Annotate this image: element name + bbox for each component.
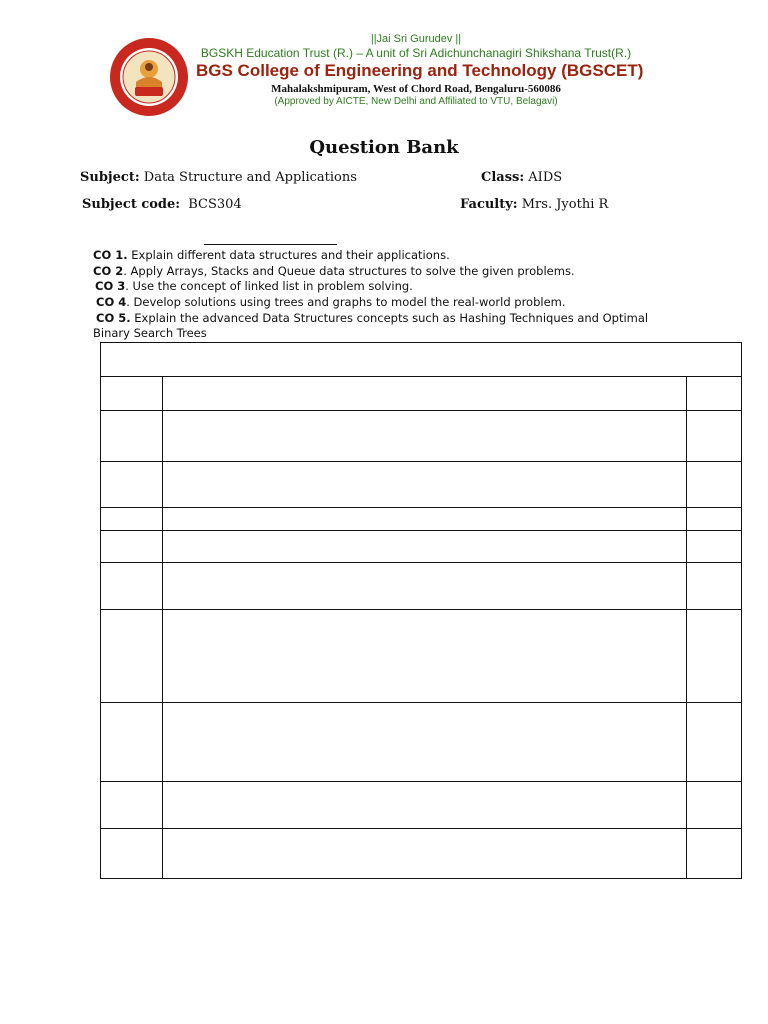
faculty-value: Mrs. Jyothi R — [521, 197, 609, 212]
course-outcome — [96, 311, 648, 325]
table-row-divider — [100, 461, 742, 462]
course-outcome — [93, 264, 575, 278]
table-row-divider — [100, 507, 742, 508]
question-table — [100, 342, 742, 879]
subject-label: Subject: — [80, 170, 140, 185]
course-outcome-id: CO 2 — [93, 264, 124, 278]
trust-name: BGSKH Education Trust (R.) – A unit of Sri Adichunchanagiri Shikshana Trust(R.) — [200, 46, 632, 60]
course-outcome — [93, 248, 450, 262]
college-address: Mahalakshmipuram, West of Chord Road, Bengaluru-560086 — [271, 83, 561, 95]
approval-note: (Approved by AICTE, New Delhi and Affiliated to VTU, Belagavi) — [274, 96, 558, 107]
course-outcome — [96, 295, 566, 309]
table-row-divider — [100, 828, 742, 829]
table-row-divider — [100, 562, 742, 563]
page-title: Question Bank — [309, 137, 459, 158]
trust-motto: ||Jai Sri Gurudev || — [370, 33, 462, 45]
divider-rule — [204, 244, 337, 245]
course-outcome-id: CO 1. — [93, 248, 128, 262]
course-outcome-id: CO 3 — [95, 279, 126, 293]
subject-code-label: Subject code: — [82, 197, 181, 212]
table-row-divider — [100, 702, 742, 703]
table-row-divider — [100, 609, 742, 610]
course-outcome-text: . Apply Arrays, Stacks and Queue data structures to solve the given problems. — [123, 264, 575, 278]
course-outcome-id: CO 4 — [96, 295, 127, 309]
table-row-divider — [100, 781, 742, 782]
course-outcome-id: CO 5. — [96, 311, 131, 325]
table-column-divider — [686, 376, 687, 879]
table-row-divider — [100, 410, 742, 411]
course-outcome-text: Explain different data structures and their applications. — [131, 248, 450, 262]
course-outcome — [95, 279, 413, 293]
course-outcome-text: . Use the concept of linked list in problem solving. — [125, 279, 413, 293]
course-outcome-text: . Develop solutions using trees and graphs to model the real-world problem. — [126, 295, 566, 309]
table-row-divider — [100, 376, 742, 377]
course-outcome-continuation: Binary Search Trees — [93, 326, 207, 340]
faculty-line — [460, 197, 608, 212]
faculty-label: Faculty: — [460, 197, 518, 212]
subject-code-value: BCS304 — [188, 197, 242, 212]
class-label: Class: — [481, 170, 525, 185]
table-row-divider — [100, 530, 742, 531]
subject-value: Data Structure and Applications — [143, 170, 357, 185]
subject-line — [80, 170, 357, 185]
table-column-divider — [162, 376, 163, 879]
subject-code-line — [82, 197, 242, 212]
course-outcome-text: Explain the advanced Data Structures concepts such as Hashing Techniques and Optimal — [134, 311, 649, 325]
college-seal-logo — [108, 36, 190, 118]
class-line — [481, 170, 562, 185]
class-value: AIDS — [528, 170, 563, 185]
college-name: BGS College of Engineering and Technology (BGSCET) — [196, 61, 644, 80]
